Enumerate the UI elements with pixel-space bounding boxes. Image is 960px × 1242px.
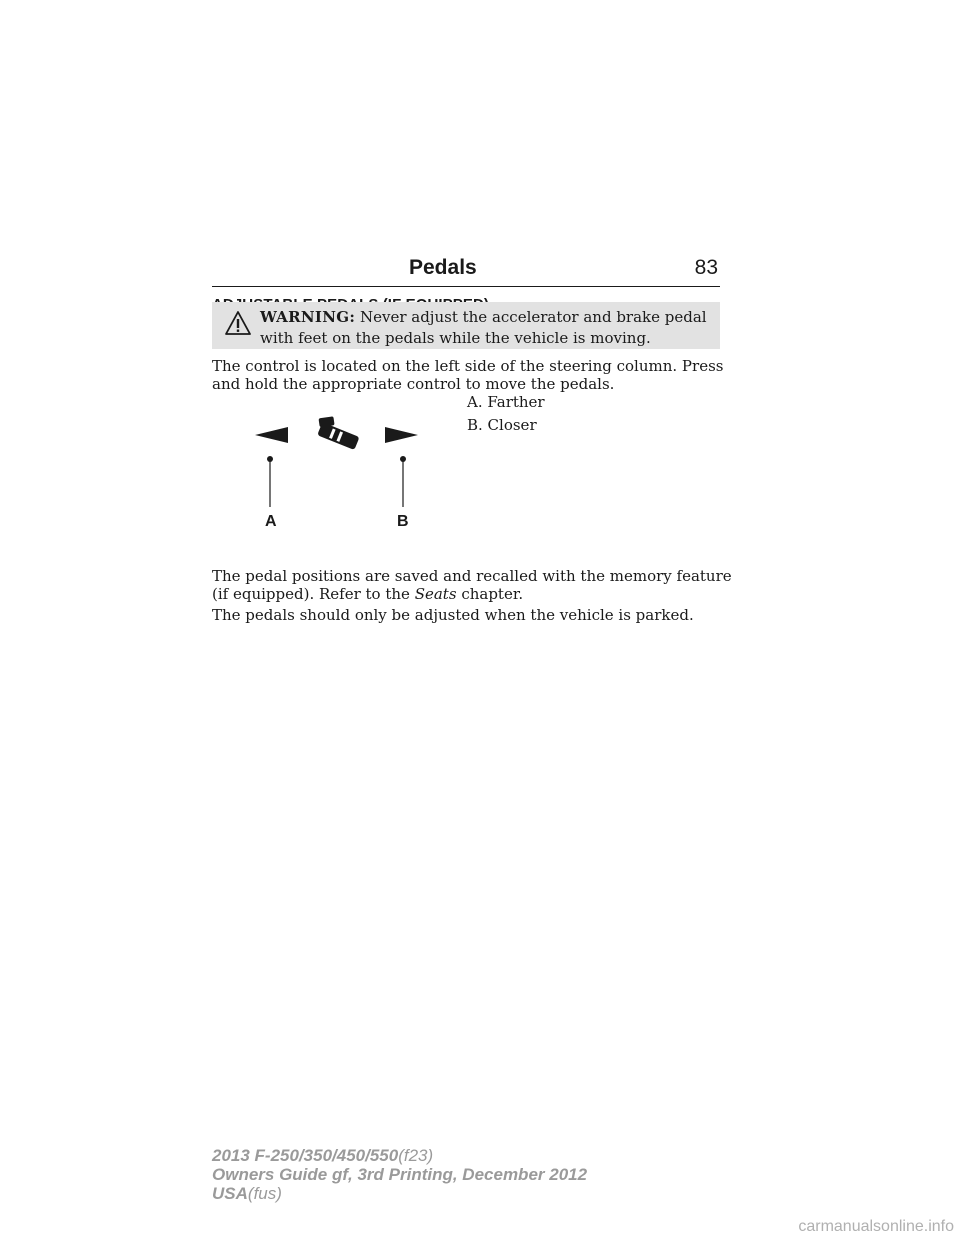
warning-message: Never adjust the accelerator and brake pedal with feet on the pedals while the vehicle is moving. xyxy=(260,308,707,347)
warning-triangle-icon xyxy=(225,311,251,335)
legend-item-b: B. Closer xyxy=(467,416,537,434)
pedal-control-diagram xyxy=(250,415,425,540)
document-footer xyxy=(212,1146,587,1203)
footer-edition-line: Owners Guide gf, 3rd Printing, December 2012 xyxy=(212,1165,588,1184)
callout-a-label: A xyxy=(265,513,277,530)
farther-arrow-icon xyxy=(255,427,288,443)
warning-box xyxy=(212,302,720,349)
page-number: 83 xyxy=(694,256,718,279)
seats-chapter-reference: Seats xyxy=(414,585,457,603)
footer-market-line xyxy=(212,1184,587,1203)
footer-market: USA xyxy=(212,1184,248,1203)
closer-arrow-icon xyxy=(385,427,418,443)
figure-legend xyxy=(467,391,545,437)
footer-market-code: (fus) xyxy=(247,1184,282,1203)
page-title: Pedals xyxy=(409,256,477,279)
body-paragraph-memory xyxy=(212,567,732,603)
footer-model-line xyxy=(212,1146,587,1165)
warning-text xyxy=(260,307,715,349)
body-paragraph-parked: The pedals should only be adjusted when the vehicle is parked. xyxy=(212,606,694,624)
page-header xyxy=(212,256,720,287)
memory-text-end: chapter. xyxy=(461,585,524,603)
callout-b-label: B xyxy=(397,513,409,530)
warning-label: WARNING: xyxy=(260,308,356,326)
footer-model: 2013 F-250/350/450/550 xyxy=(212,1146,399,1165)
body-paragraph-control-location: The control is located on the left side of the steering column. Press and hold the appropriate control to move the pedals. xyxy=(212,357,724,393)
pedal-switch-icon xyxy=(313,415,364,450)
legend-item-a: A. Farther xyxy=(467,393,545,411)
footer-model-code: (f23) xyxy=(398,1146,434,1165)
memory-text: The pedal positions are saved and recalled with the memory feature (if equipped). Refer to the xyxy=(212,567,732,603)
watermark: carmanualsonline.info xyxy=(798,1218,954,1235)
